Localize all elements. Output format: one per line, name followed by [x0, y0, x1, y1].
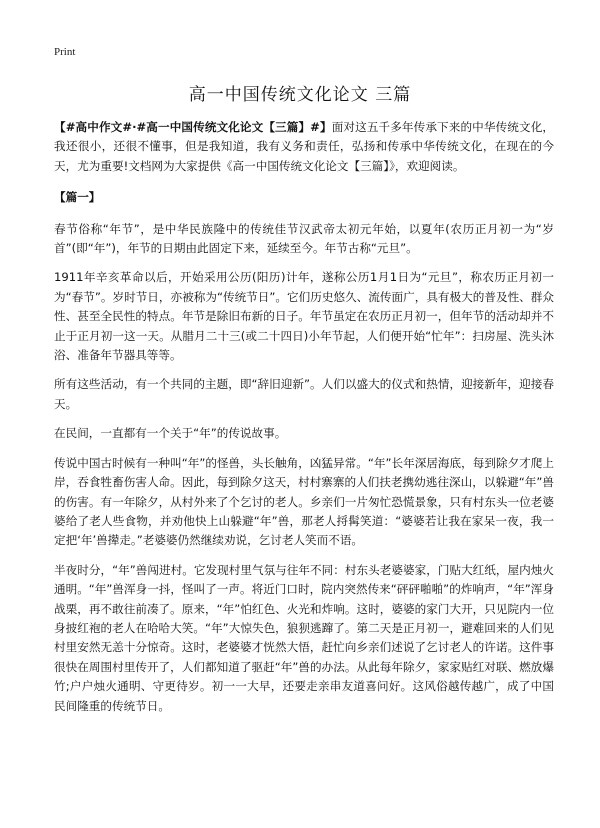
intro-paragraph	[54, 118, 554, 176]
section-heading: 【篇一】	[54, 190, 101, 205]
paragraph-3: 所有这些活动，有一个共同的主题，即“辞旧迎新”。人们以盛大的仪式和热情，迎接新年，迎接春天。	[54, 377, 554, 411]
intro-text: 面对这五千多年传承下来的中华传统文化，我还很小，还很不懂事，但是我知道，我有义务和责任，弘扬和传承中华传统文化，在现在的今天，尤为重要!文档网为大家提供《高一中国传统文化论文【三篇】》，欢迎阅读。	[54, 120, 554, 173]
document-body	[54, 118, 554, 726]
paragraph-2: 1911年辛亥革命以后，开始采用公历(阳历)计年，遂称公历1月1日为“元旦”，称农历正月初一为“春节”。岁时节日，亦被称为“传统节日”。它们历史悠久、流传面广，具有极大的普及性、群众性、甚至全民性的特点。年节是除旧布新的日子。年节虽定在农历正月初一，但年节的活动却并不止于正月初一这一天。从腊月二十三(或二十四日)小年节起，人们便开始“忙年”：扫房屋、洗头沐浴、准备年节器具等等。	[54, 270, 554, 363]
paragraph-1: 春节俗称“年节”，是中华民族隆中的传统佳节汉武帝太初元年始，以夏年(农历正月初一为“岁首”(即“年”)，年节的日期由此固定下来，延续至今。年节古称“元旦”。	[54, 221, 554, 256]
document-title: 高一中国传统文化论文 三篇	[188, 85, 412, 105]
print-label: Print	[54, 46, 76, 58]
paragraph-4: 在民间，一直都有一个关于“年”的传说故事。	[54, 426, 287, 441]
intro-bold-tag: 【#高中作文#·#高一中国传统文化论文【三篇】#】	[54, 120, 332, 134]
paragraph-5: 传说中国古时候有一种叫“年”的怪兽，头长触角，凶猛异常。“年”长年深居海底，每到除夕才爬上岸，吞食牲畜伤害人命。因此，每到除夕这天，村村寨寨的人们扶老携幼逃往深山，以躲避“年”兽的伤害。有一年除夕，从村外来了个乞讨的老人。乡亲们一片匆忙恐慌景象，只有村东头一位老婆婆给了老人些食物，并劝他快上山躲避“年”兽，那老人捋髯笑道：“婆婆若让我在家呆一夜，我一定把‘年’兽撵走。”老婆婆仍然继续劝说，乞讨老人笑而不语。	[54, 455, 554, 548]
paragraph-6: 半夜时分，“年”兽闯进村。它发现村里气氛与往年不同：村东头老婆婆家，门贴大红纸，屋内烛火通明。“年”兽浑身一抖，怪叫了一声。将近门口时，院内突然传来“砰砰啪啪”的炸响声，“年”浑身战栗，再不敢往前凑了。原来，“年”怕红色、火光和炸响。这时，婆婆的家门大开，只见院内一位身披红袍的老人在哈哈大笑。“年”大惊失色，狼狈逃蹿了。第二天是正月初一，避难回来的人们见村里安然无恙十分惊奇。这时，老婆婆才恍然大悟，赶忙向乡亲们述说了乞讨老人的许诺。这件事很快在周围村里传开了，人们都知道了驱赶“年”兽的办法。从此每年除夕，家家贴红对联、燃放爆竹;户户烛火通明、守更待岁。初一一大早，还要走亲串友道喜问好。这风俗越传越广，成了中国民间隆重的传统节日。	[54, 562, 554, 713]
